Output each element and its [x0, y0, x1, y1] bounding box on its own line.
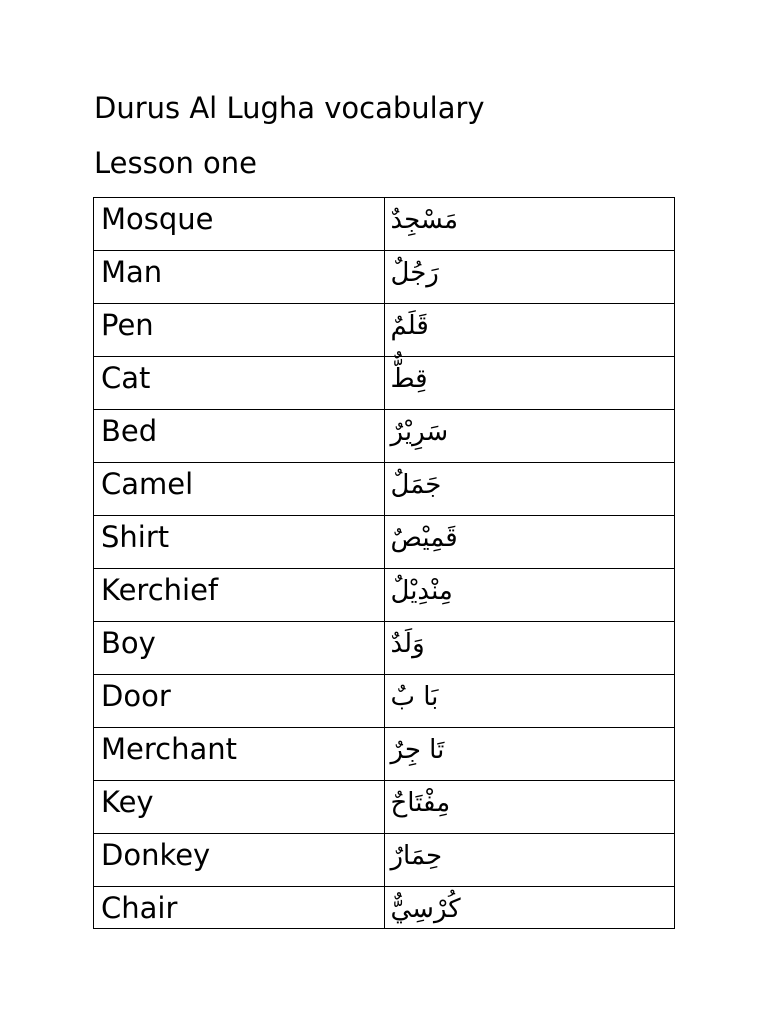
table-row	[94, 675, 675, 728]
arabic-word: وَلَدٌ	[390, 629, 425, 659]
english-word: Donkey	[101, 838, 211, 872]
arabic-word-cell	[384, 516, 675, 569]
table-row	[94, 198, 675, 251]
arabic-word-cell	[384, 569, 675, 622]
english-word-cell	[94, 675, 385, 728]
arabic-word: رَجُلٌ	[390, 258, 439, 288]
arabic-word: سَرِيْرٌ	[390, 417, 449, 447]
table-row	[94, 728, 675, 781]
arabic-word: كُرْسِيٌّ	[390, 894, 461, 924]
arabic-word: مَسْجِدٌ	[390, 205, 459, 235]
english-word-cell	[94, 781, 385, 834]
arabic-word: قِطٌّ	[390, 364, 428, 394]
arabic-word: قَمِيْصٌ	[390, 523, 458, 553]
arabic-word-cell	[384, 198, 675, 251]
english-word-cell	[94, 728, 385, 781]
english-word: Kerchief	[101, 573, 219, 607]
table-row	[94, 410, 675, 463]
english-word: Merchant	[101, 732, 237, 766]
arabic-word-cell	[384, 675, 675, 728]
english-word-cell	[94, 463, 385, 516]
arabic-word: جَمَلٌ	[390, 470, 442, 500]
english-word: Door	[101, 679, 171, 713]
document-title: Durus Al Lugha vocabulary	[94, 91, 485, 125]
english-word-cell	[94, 622, 385, 675]
english-word: Chair	[101, 891, 178, 925]
english-word-cell	[94, 357, 385, 410]
english-word-cell	[94, 410, 385, 463]
arabic-word-cell	[384, 728, 675, 781]
arabic-word: مِنْدِيْلٌ	[390, 576, 453, 606]
english-word: Pen	[101, 308, 154, 342]
arabic-word-cell	[384, 357, 675, 410]
arabic-word: قَلَمٌ	[390, 311, 429, 341]
english-word: Camel	[101, 467, 194, 501]
english-word-cell	[94, 887, 385, 929]
english-word: Shirt	[101, 520, 170, 554]
arabic-word-cell	[384, 304, 675, 357]
english-word-cell	[94, 516, 385, 569]
english-word: Cat	[101, 361, 151, 395]
english-word-cell	[94, 834, 385, 887]
table-row	[94, 251, 675, 304]
english-word: Man	[101, 255, 163, 289]
table-row	[94, 304, 675, 357]
english-word: Bed	[101, 414, 158, 448]
english-word: Boy	[101, 626, 156, 660]
arabic-word-cell	[384, 622, 675, 675]
english-word: Key	[101, 785, 154, 819]
arabic-word: مِفْتَاحٌ	[390, 788, 451, 818]
table-row	[94, 463, 675, 516]
table-row	[94, 834, 675, 887]
table-row	[94, 569, 675, 622]
table-row	[94, 622, 675, 675]
english-word-cell	[94, 304, 385, 357]
arabic-word-cell	[384, 463, 675, 516]
arabic-word: بَا بٌ	[390, 682, 439, 712]
arabic-word: تَا جِرٌ	[390, 735, 445, 765]
table-row	[94, 357, 675, 410]
arabic-word-cell	[384, 781, 675, 834]
table-row	[94, 887, 675, 929]
english-word-cell	[94, 569, 385, 622]
arabic-word-cell	[384, 887, 675, 929]
lesson-heading: Lesson one	[94, 146, 258, 180]
arabic-word-cell	[384, 410, 675, 463]
english-word-cell	[94, 198, 385, 251]
english-word: Mosque	[101, 202, 214, 236]
table-row	[94, 781, 675, 834]
arabic-word-cell	[384, 834, 675, 887]
vocabulary-table	[93, 197, 675, 929]
arabic-word: حِمَارٌ	[390, 841, 443, 871]
english-word-cell	[94, 251, 385, 304]
arabic-word-cell	[384, 251, 675, 304]
table-row	[94, 516, 675, 569]
